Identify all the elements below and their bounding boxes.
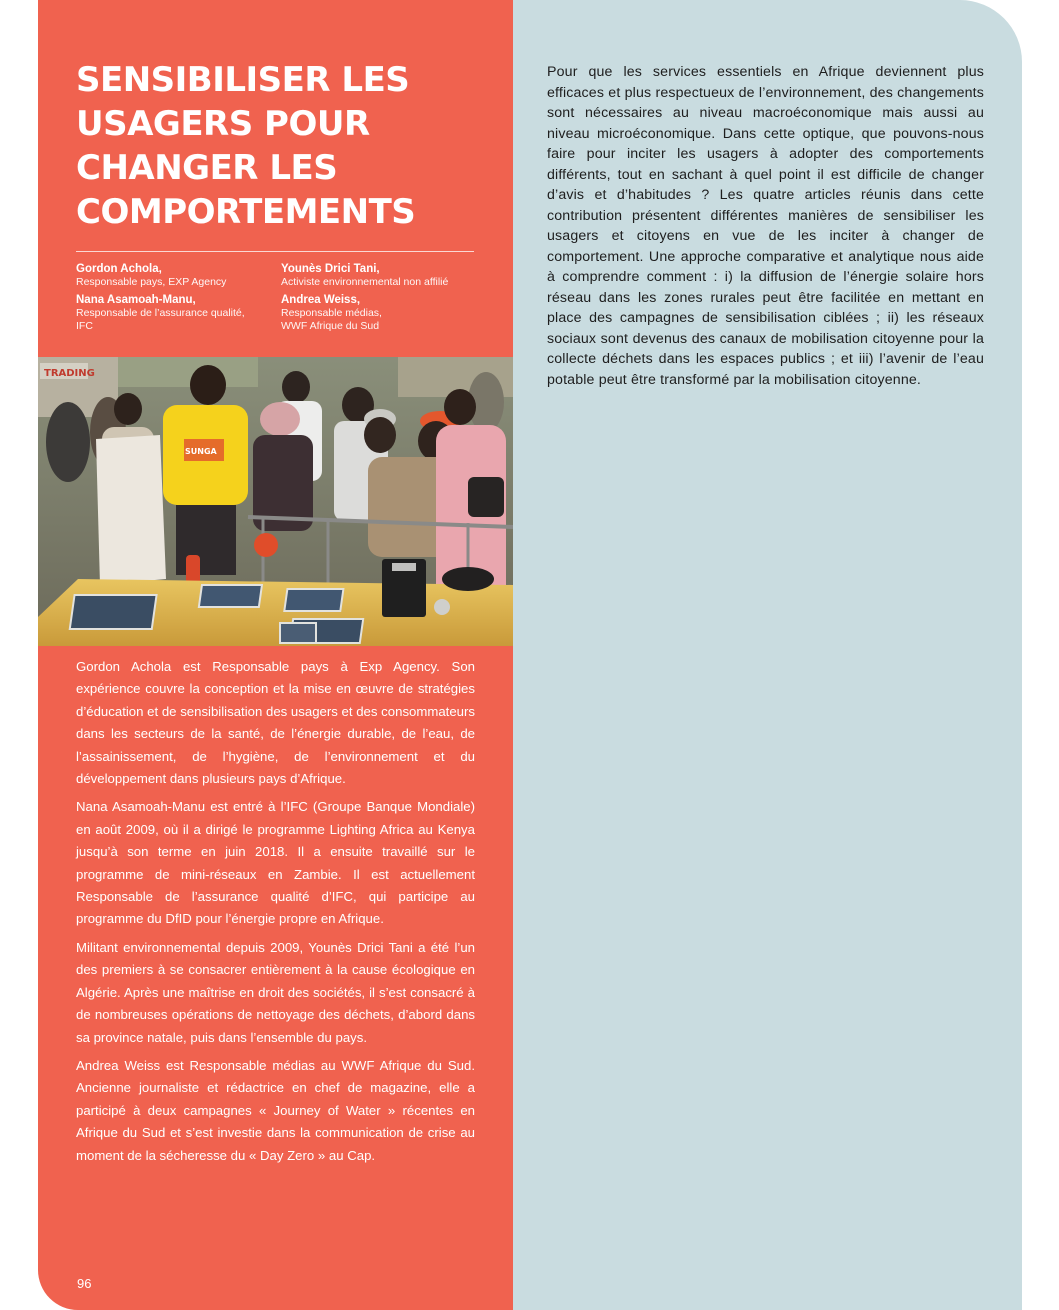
author-role: Activiste environnemental non affilié bbox=[281, 276, 449, 288]
author-younes-drici-tani bbox=[281, 262, 481, 289]
shirt-logo-text: SUNGA bbox=[185, 447, 217, 456]
author-role: Responsable de l’assurance qualité, bbox=[76, 307, 245, 319]
author-biographies bbox=[76, 656, 475, 1173]
title-line: SENSIBILISER LES bbox=[76, 60, 410, 100]
author-role: Responsable médias, bbox=[281, 307, 382, 319]
author-name: Nana Asamoah-Manu, bbox=[76, 294, 196, 306]
author-role: Responsable pays, EXP Agency bbox=[76, 276, 227, 288]
author-nana-asamoah-manu bbox=[76, 293, 276, 333]
market-solar-demo-photo bbox=[38, 357, 513, 646]
bio-andrea-weiss: Andrea Weiss est Responsable médias au WWF Afrique du Sud. Ancienne journaliste et rédactrice en chef de magazine, elle a participé à deux campagnes « Journey of Water » récentes en Afrique du Sud et s’est investie dans la communication de crise au moment de la sécheresse du « Day Zero » au Cap. bbox=[76, 1057, 475, 1163]
title-divider bbox=[76, 251, 474, 252]
title-line: CHANGER LES bbox=[76, 148, 338, 188]
author-andrea-weiss bbox=[281, 293, 481, 333]
author-name: Younès Drici Tani, bbox=[281, 263, 380, 275]
author-role: WWF Afrique du Sud bbox=[281, 320, 380, 332]
author-role: IFC bbox=[76, 320, 93, 332]
bio-younes-drici-tani: Militant environnemental depuis 2009, Younès Drici Tani a été l’un des premiers à se consacrer entièrement à la cause écologique en Algérie. Après une maîtrise en droit des sociétés, il s’est consacré à de nombreuses opérations de nettoyage des déchets, d’abord dans sa province natale, puis dans l’ensemble du pays. bbox=[76, 939, 475, 1045]
introduction-paragraph: Pour que les services essentiels en Afrique deviennent plus efficaces et plus respectueux de l’environnement, des changements sont nécessaires au niveau macroéconomique mais aussi au niveau microéconomique. Dans cette optique, que pouvons-nous faire pour inciter les usagers à adopter des comportements différents, tout en sachant à quel point il est difficile de changer d’avis et d’habitudes ? Les quatre articles réunis dans cette contribution présentent différentes manières de sensibiliser les usagers et citoyens en vue de les inciter à changer de comportement. Une approche comparative et analytique nous aide à comprendre comment : i) la diffusion de l’énergie solaire hors réseau dans les zones rurales peut être facilitée en mettant en place des campagnes de sensibilisation ciblées ; ii) les réseaux sociaux sont devenus des canaux de mobilisation citoyenne pour la collecte déchets dans les espaces publics ; et iii) l’avenir de l’eau potable peut être transformé par la mobilisation citoyenne. bbox=[547, 64, 984, 388]
author-name: Gordon Achola, bbox=[76, 263, 162, 275]
author-gordon-achola bbox=[76, 262, 276, 289]
author-name: Andrea Weiss, bbox=[281, 294, 361, 306]
article-title bbox=[76, 58, 496, 234]
trading-sign-text: TRADING bbox=[44, 368, 95, 379]
title-line: COMPORTEMENTS bbox=[76, 192, 416, 232]
page-number: 96 bbox=[77, 1276, 92, 1291]
bio-nana-asamoah-manu: Nana Asamoah-Manu est entré à l’IFC (Groupe Banque Mondiale) en août 2009, où il a dirigé le programme Lighting Africa au Kenya jusqu’à son terme en juin 2018. Il a ensuite travaillé sur le programme de mini-réseaux en Zambie. Il est actuellement Responsable de l’assurance qualité d’IFC, qui participe au programme du DfID pour l’énergie propre en Afrique. bbox=[76, 799, 475, 927]
bio-gordon-achola: Gordon Achola est Responsable pays à Exp Agency. Son expérience couvre la conception et la mise en œuvre de stratégies d’éducation et de sensibilisation des usagers et des consommateurs dans les secteurs de la santé, de l’énergie durable, de l’eau, de l’assainissement, de l’hygiène, de l’environnement et du développement dans plusieurs pays d’Afrique. bbox=[76, 659, 475, 787]
title-line: USAGERS POUR bbox=[76, 104, 370, 144]
